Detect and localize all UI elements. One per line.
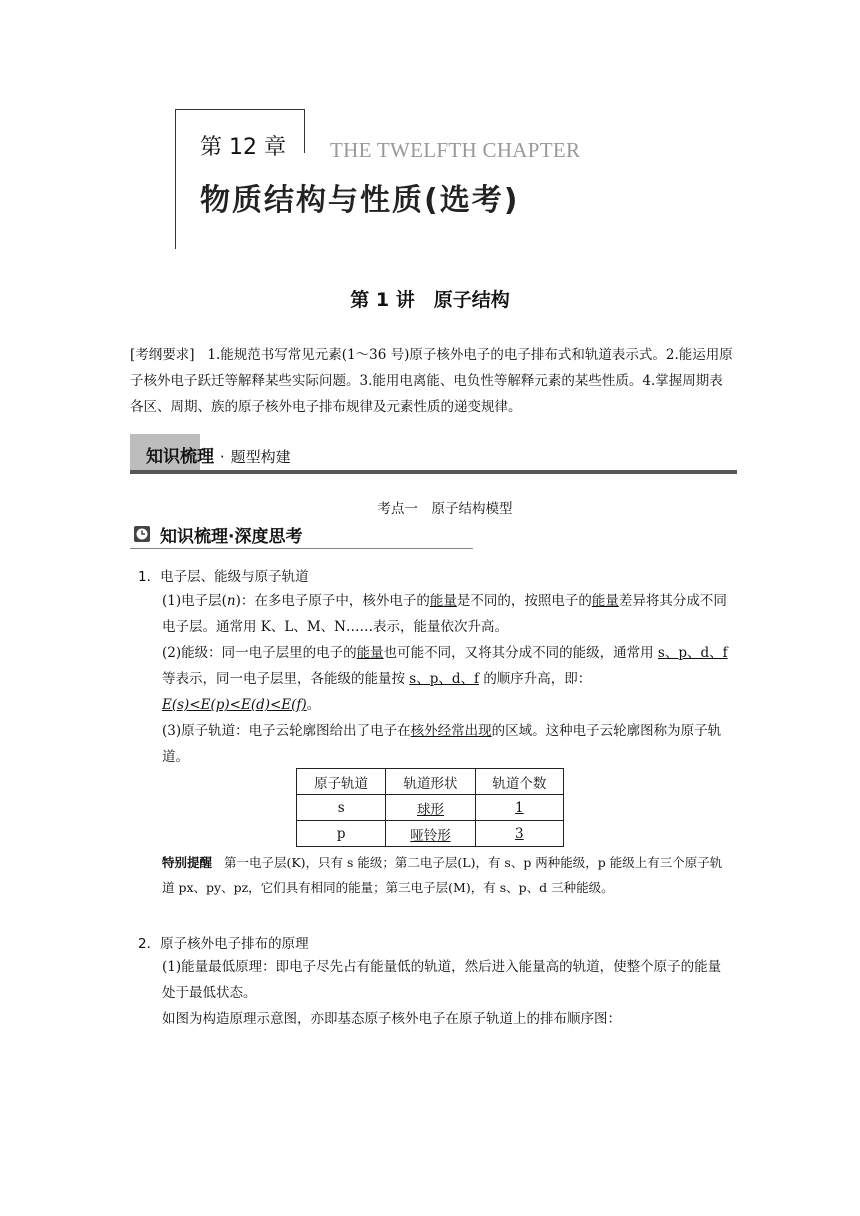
chapter-english-title: THE TWELFTH CHAPTER [330,138,581,162]
table-cell [475,795,563,821]
table-header: 轨道形状 [386,769,475,795]
lecture-title: 第 1 讲 原子结构 [350,289,510,311]
banner-heading [146,442,291,467]
table-cell-answer: 球形 [416,801,444,818]
item1-paragraph-2 [162,640,732,718]
chapter-title: 物质结构与性质(选考) [200,183,520,218]
blank-answer: 能量 [429,593,457,609]
tip-label: 特别提醒 [162,855,213,870]
blank-answer: 核外经常出现 [410,723,492,739]
item1-title: 1．电子层、能级与原子轨道 [138,569,309,585]
blank-answer: 能量 [591,593,619,609]
item2-title: 2．原子核外电子排布的原理 [138,936,309,952]
banner-sub: 题型构建 [230,448,291,466]
text: (3)原子轨道：电子云轮廓图给出了电子在 [162,723,411,739]
table-cell [386,821,475,847]
table-cell [386,795,475,821]
chapter-frame-top [175,109,305,110]
item2-paragraph-1: (1)能量最低原理：即电子尽先占有能量低的轨道，然后进入能量高的轨道，使整个原子的能量处于最低状态。 [162,959,722,1001]
text: 的区域。这种电子云轮廓图称为原子轨道。 [162,723,722,765]
table-cell: p [297,821,386,847]
table-cell-answer: 3 [515,825,524,842]
table-cell-answer: 哑铃形 [410,827,451,844]
text: 是不同的，按照电子的 [456,593,592,609]
chapter-number: 第 12 章 [200,135,286,160]
blank-answer: s、p、d、f [657,645,728,661]
table-cell [475,821,563,847]
chapter-frame-divider [304,109,305,153]
text: )：在多电子原子中，核外电子的 [235,593,430,609]
special-tip [162,850,732,900]
text: 也可能不同，又将其分成不同的能级，通常用 [383,645,654,661]
table-header-row [297,769,564,795]
blank-answer: s、p、d、f [409,671,480,687]
tip-text: 第一电子层(K)，只有 s 能级；第二电子层(L)，有 s、p 两种能级，p 能级上有三个原子轨道 px、py、pz，它们具有相同的能量；第三电子层(M)，有 s、p、d 三种能级。 [162,855,723,895]
requirements-label: [考纲要求] [130,347,195,363]
text: 的顺序升高，即： [483,671,592,687]
banner-main: 知识梳理 [146,447,214,467]
knowledge-banner [130,434,737,474]
table-header: 原子轨道 [297,769,386,795]
chapter-frame-left [175,109,176,249]
clock-icon [134,526,150,542]
text: (2)能级：同一电子层里的电子的 [162,645,357,661]
var-n: n [226,593,236,609]
requirements-text: 1.能规范书写常见元素(1～36 号)原子核外电子的电子排布式和轨道表示式。2.能运用原子核外电子跃迁等解释某些实际问题。3.能用电离能、电负性等解释元素的某些性质。4.掌握周期表各区、周期、族的原子核外电子排布规律及元素性质的递变规律。 [130,347,733,415]
requirements [130,342,735,420]
section-header [130,520,473,549]
banner-rule [130,470,737,474]
table-cell: s [297,795,386,821]
orbital-table [296,768,564,847]
text: (1)电子层( [162,593,227,609]
energy-order-formula: E(s)<E(p)<E(d)<E(f) [162,697,307,713]
table-row [297,795,564,821]
section-title: 知识梳理·深度思考 [160,527,303,547]
kaodian-title: 考点一 原子结构模型 [377,501,513,517]
text: 差异将其分成不同电子层。通常用 K、L、M、N……表示，能量依次升高。 [162,593,727,635]
item2-paragraph-2: 如图为构造原理示意图，亦即基态原子核外电子在原子轨道上的排布顺序图： [162,1011,621,1027]
item1-paragraph-3 [162,718,732,770]
table-header: 轨道个数 [475,769,563,795]
item1-paragraph-1 [162,588,732,640]
text: 等表示，同一电子层里，各能级的能量按 [162,671,405,687]
blank-answer: 能量 [356,645,384,661]
table-row [297,821,564,847]
table-cell-answer: 1 [515,799,524,816]
banner-dot: · [219,448,225,466]
text: 。 [306,697,321,713]
